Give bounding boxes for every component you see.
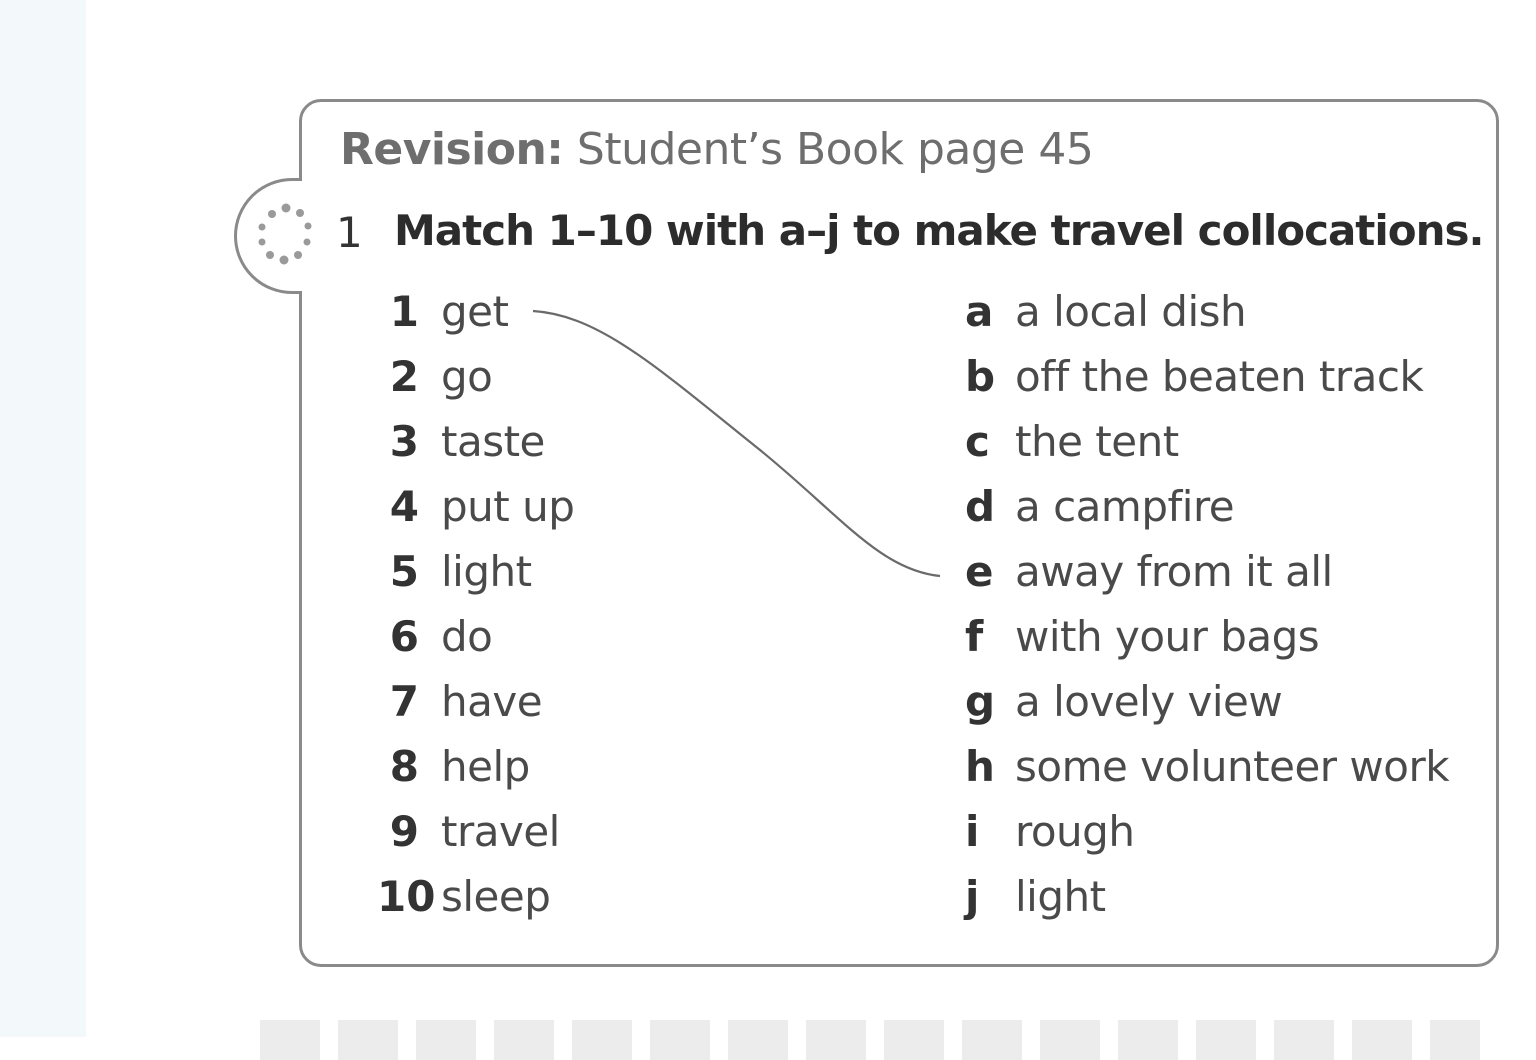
item-phrase: light xyxy=(1015,872,1106,921)
item-word: put up xyxy=(441,482,575,531)
item-letter: c xyxy=(965,417,990,466)
item-word: have xyxy=(441,677,543,726)
item-letter: h xyxy=(965,742,995,791)
item-number: 4 xyxy=(389,482,419,531)
item-letter: b xyxy=(965,352,996,401)
item-word: go xyxy=(441,352,493,401)
item-number: 7 xyxy=(389,677,419,726)
item-phrase: a lovely view xyxy=(1015,677,1283,726)
item-phrase: away from it all xyxy=(1015,547,1333,596)
item-phrase: some volunteer work xyxy=(1015,742,1450,791)
exercise-instruction: Match 1–10 with a–j to make travel collocations. xyxy=(394,206,1484,255)
item-phrase: rough xyxy=(1015,807,1135,856)
item-phrase: a campfire xyxy=(1015,482,1235,531)
item-number: 9 xyxy=(389,807,419,856)
revision-label: Revision: xyxy=(340,124,564,175)
item-phrase: with your bags xyxy=(1015,612,1320,661)
exercise-number: 1 xyxy=(336,208,363,257)
item-number: 5 xyxy=(389,547,419,596)
item-letter: a xyxy=(965,287,994,336)
item-phrase: the tent xyxy=(1015,417,1179,466)
item-word: light xyxy=(441,547,532,596)
dots-circle-icon xyxy=(248,200,324,270)
item-word: travel xyxy=(441,807,560,856)
item-number: 10 xyxy=(377,872,436,921)
item-word: sleep xyxy=(441,872,551,921)
revision-heading xyxy=(340,124,1093,175)
item-number: 3 xyxy=(389,417,419,466)
item-letter: e xyxy=(965,547,994,596)
revision-reference: Student’s Book page 45 xyxy=(563,124,1094,175)
item-word: get xyxy=(441,287,509,336)
item-number: 6 xyxy=(389,612,419,661)
item-word: do xyxy=(441,612,493,661)
item-word: help xyxy=(441,742,530,791)
item-number: 1 xyxy=(389,287,419,336)
item-number: 8 xyxy=(389,742,419,791)
item-number: 2 xyxy=(389,352,419,401)
item-letter: f xyxy=(965,612,984,661)
item-letter: i xyxy=(965,807,980,856)
left-margin-strip xyxy=(0,0,86,1037)
item-letter: d xyxy=(965,482,996,531)
item-letter: g xyxy=(965,677,996,726)
item-phrase: off the beaten track xyxy=(1015,352,1424,401)
item-letter: j xyxy=(965,872,980,921)
item-word: taste xyxy=(441,417,545,466)
item-phrase: a local dish xyxy=(1015,287,1247,336)
next-exercise-cutoff xyxy=(260,1020,1480,1060)
